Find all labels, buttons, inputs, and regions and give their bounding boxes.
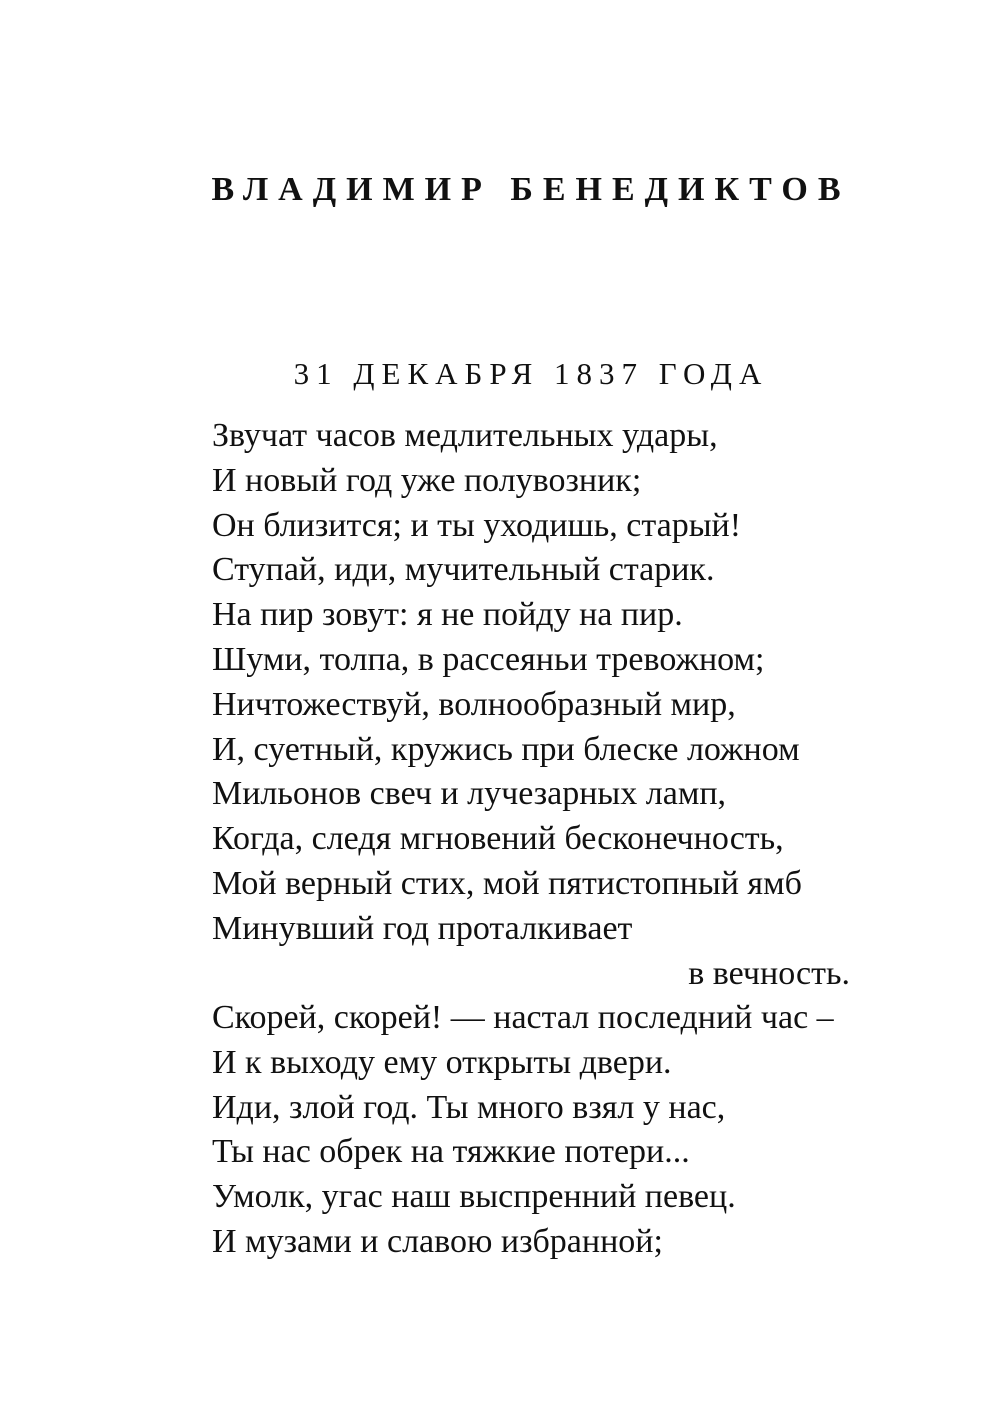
poem-line: Мой верный стих, мой пятистопный ямб xyxy=(212,864,802,902)
poem-line-continuation: в вечность. xyxy=(688,954,850,992)
poem-line: Он близится; и ты уходишь, старый! xyxy=(212,506,742,544)
author-name: ВЛАДИМИР БЕНЕДИКТОВ xyxy=(211,171,851,208)
poem-line: Ничтожествуй, волнообразный мир, xyxy=(212,685,736,723)
poem-line: Умолк, угас наш выспренний певец. xyxy=(212,1178,736,1216)
stanza-2 xyxy=(212,996,892,1265)
poem-title: 31 ДЕКАБРЯ 1837 ГОДА xyxy=(293,356,769,391)
poem-line: Шуми, толпа, в рассеяньи тревожном; xyxy=(212,640,765,678)
poem-line: Когда, следя мгновений бесконечность, xyxy=(212,820,784,858)
poem-line: И, суетный, кружись при блеске ложном xyxy=(212,730,800,768)
poem-line: На пир зовут: я не пойду на пир. xyxy=(212,596,683,634)
poem-line: Иди, злой год. Ты много взял у нас, xyxy=(212,1088,726,1126)
poem-line: Звучат часов медлительных удары, xyxy=(212,417,718,454)
poem-line: Ступай, иди, мучительный старик. xyxy=(212,551,715,589)
stanza-1 xyxy=(212,414,892,996)
poem-line: И музами и славою избранной; xyxy=(212,1222,663,1260)
poem-line: Минувший год проталкивает xyxy=(212,909,633,947)
poem-line: Мильонов свеч и лучезарных ламп, xyxy=(212,775,727,813)
poem-line: Скорей, скорей! — настал последний час – xyxy=(212,999,834,1036)
poem-line: И новый год уже полувозник; xyxy=(212,461,642,499)
poem-line: И к выходу ему открыты двери. xyxy=(212,1043,672,1081)
poem-line: Ты нас обрек на тяжкие потери... xyxy=(212,1133,690,1171)
